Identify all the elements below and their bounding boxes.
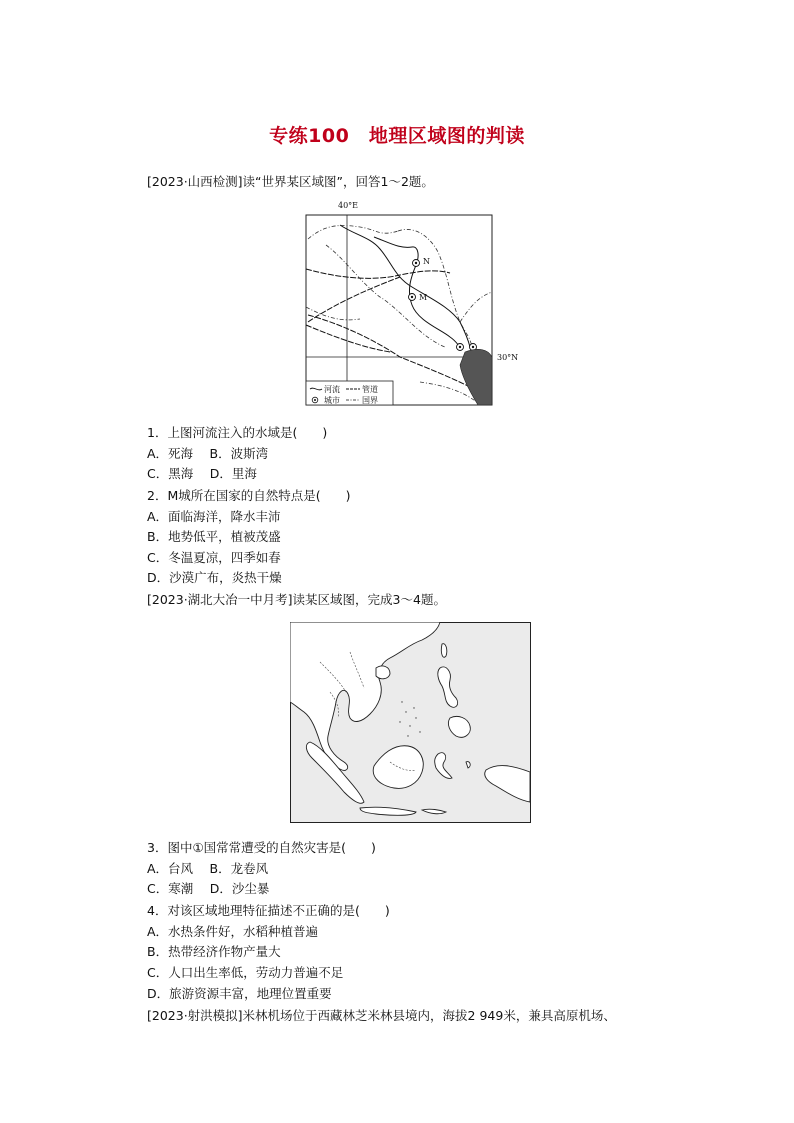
- city-marker-south-1: [457, 344, 464, 351]
- q4-option-d: D．旅游资源丰富，地理位置重要: [147, 986, 332, 1001]
- legend-border: 国界: [362, 396, 378, 405]
- lon-label: 40°E: [338, 201, 359, 210]
- lat-label: 30°N: [497, 353, 519, 362]
- intro-next-section: [2023·射洪模拟]米林机场位于西藏林芝米林县境内，海拔2 949米，兼具高原机场、: [147, 1008, 616, 1023]
- city-m-label: M: [419, 293, 428, 302]
- q1-stem: 1．上图河流注入的水域是( ): [147, 425, 328, 440]
- q4-option-a: A．水热条件好，水稻种植普遍: [147, 924, 319, 939]
- q1-options-ab: A．死海 B．波斯湾: [147, 446, 269, 461]
- q4-option-c: C．人口出生率低，劳动力普遍不足: [147, 965, 344, 980]
- city-n-marker: [413, 260, 420, 267]
- middle-east-map: [300, 197, 530, 412]
- intro-q1-2: [2023·山西检测]读“世界某区域图”，回答1～2题。: [147, 174, 434, 189]
- taiwan-island: [441, 644, 446, 658]
- q3-options-ab: A．台风 B．龙卷风: [147, 861, 269, 876]
- legend-pipeline: 管道: [362, 385, 378, 394]
- q2-option-c: C．冬温夏凉，四季如春: [147, 550, 281, 565]
- q3-stem: 3．图中①国常常遭受的自然灾害是( ): [147, 840, 376, 855]
- pipelines: [306, 269, 470, 387]
- intro-q3-4: [2023·湖北大冶一中月考]读某区域图，完成3～4题。: [147, 592, 446, 607]
- city-n-label: N: [423, 257, 430, 266]
- rivers: [340, 225, 470, 347]
- q2-option-b: B．地势低平，植被茂盛: [147, 529, 281, 544]
- q3-options-cd: C．寒潮 D．沙尘暴: [147, 881, 270, 896]
- q2-stem: 2．M城所在国家的自然特点是( ): [147, 488, 351, 503]
- legend-river: 河流: [324, 385, 340, 394]
- q4-option-b: B．热带经济作物产量大: [147, 944, 281, 959]
- city-m-marker: [409, 294, 416, 301]
- q2-option-d: D．沙漠广布，炎热干燥: [147, 570, 282, 585]
- hainan-island: [376, 666, 390, 679]
- stippled-region: [460, 349, 492, 405]
- southeast-asia-map: [290, 622, 532, 824]
- q4-stem: 4．对该区域地理特征描述不正确的是( ): [147, 903, 390, 918]
- q2-option-a: A．面临海洋，降水丰沛: [147, 509, 281, 524]
- map-legend: [306, 381, 393, 405]
- legend-city: 城市: [324, 396, 340, 405]
- q1-options-cd: C．黑海 D．里海: [147, 466, 257, 481]
- page-title: 专练100 地理区域图的判读: [269, 125, 525, 147]
